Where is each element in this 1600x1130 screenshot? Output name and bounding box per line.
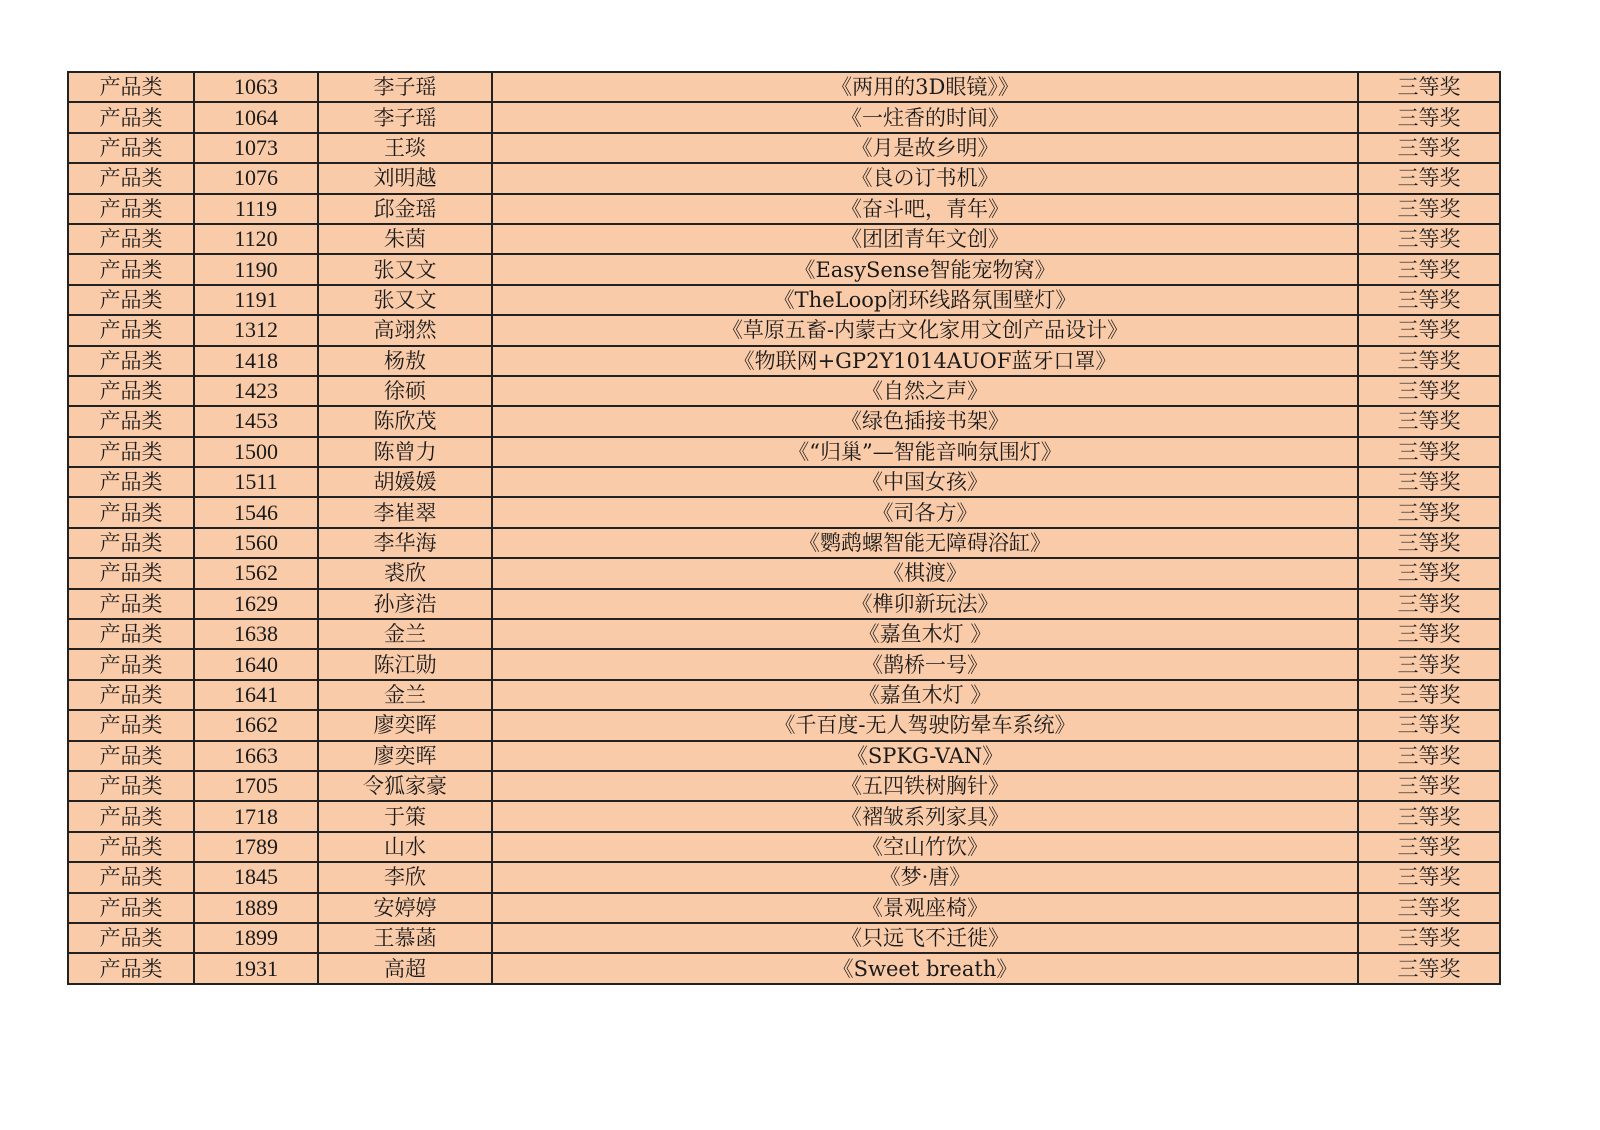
work-title-cell: 《SPKG-VAN》 xyxy=(492,741,1358,771)
author-cell: 王慕菡 xyxy=(318,923,492,953)
work-title-cell: 《TheLoop闭环线路氛围壁灯》 xyxy=(492,285,1358,315)
entry-number-cell: 1073 xyxy=(194,133,318,163)
author-cell: 张又文 xyxy=(318,254,492,284)
table-row xyxy=(68,224,1500,254)
award-cell: 三等奖 xyxy=(1358,619,1500,649)
table-row xyxy=(68,893,1500,923)
award-cell: 三等奖 xyxy=(1358,528,1500,558)
award-cell: 三等奖 xyxy=(1358,467,1500,497)
work-title-cell: 《中国女孩》 xyxy=(492,467,1358,497)
entry-number-cell: 1562 xyxy=(194,558,318,588)
award-cell: 三等奖 xyxy=(1358,437,1500,467)
category-cell: 产品类 xyxy=(68,497,194,527)
award-cell: 三等奖 xyxy=(1358,589,1500,619)
work-title-cell: 《只远飞不迁徙》 xyxy=(492,923,1358,953)
award-cell: 三等奖 xyxy=(1358,285,1500,315)
author-cell: 令狐家豪 xyxy=(318,771,492,801)
category-cell: 产品类 xyxy=(68,224,194,254)
entry-number-cell: 1312 xyxy=(194,315,318,345)
work-title-cell: 《空山竹饮》 xyxy=(492,832,1358,862)
entry-number-cell: 1064 xyxy=(194,102,318,132)
work-title-cell: 《草原五畜-内蒙古文化家用文创产品设计》 xyxy=(492,315,1358,345)
work-title-cell: 《司各方》 xyxy=(492,497,1358,527)
work-title-cell: 《榫卯新玩法》 xyxy=(492,589,1358,619)
author-cell: 孙彦浩 xyxy=(318,589,492,619)
award-cell: 三等奖 xyxy=(1358,710,1500,740)
entry-number-cell: 1662 xyxy=(194,710,318,740)
category-cell: 产品类 xyxy=(68,406,194,436)
table-row xyxy=(68,741,1500,771)
table-row xyxy=(68,680,1500,710)
table-row xyxy=(68,315,1500,345)
table-row xyxy=(68,649,1500,679)
table-row xyxy=(68,497,1500,527)
table-row xyxy=(68,254,1500,284)
award-cell: 三等奖 xyxy=(1358,741,1500,771)
work-title-cell: 《千百度-无人驾驶防晕车系统》 xyxy=(492,710,1358,740)
table-row xyxy=(68,801,1500,831)
award-cell: 三等奖 xyxy=(1358,801,1500,831)
author-cell: 徐硕 xyxy=(318,376,492,406)
work-title-cell: 《奋斗吧，青年》 xyxy=(492,194,1358,224)
entry-number-cell: 1845 xyxy=(194,862,318,892)
table-row xyxy=(68,285,1500,315)
category-cell: 产品类 xyxy=(68,346,194,376)
author-cell: 山水 xyxy=(318,832,492,862)
work-title-cell: 《Sweet breath》 xyxy=(492,953,1358,983)
award-cell: 三等奖 xyxy=(1358,923,1500,953)
work-title-cell: 《嘉鱼木灯 》 xyxy=(492,619,1358,649)
category-cell: 产品类 xyxy=(68,315,194,345)
award-cell: 三等奖 xyxy=(1358,163,1500,193)
table-row xyxy=(68,558,1500,588)
award-cell: 三等奖 xyxy=(1358,254,1500,284)
awards-table xyxy=(67,71,1501,985)
award-cell: 三等奖 xyxy=(1358,771,1500,801)
table-row xyxy=(68,528,1500,558)
author-cell: 于策 xyxy=(318,801,492,831)
table-row xyxy=(68,406,1500,436)
author-cell: 张又文 xyxy=(318,285,492,315)
category-cell: 产品类 xyxy=(68,862,194,892)
author-cell: 李欣 xyxy=(318,862,492,892)
category-cell: 产品类 xyxy=(68,771,194,801)
category-cell: 产品类 xyxy=(68,893,194,923)
author-cell: 朱茵 xyxy=(318,224,492,254)
table-row xyxy=(68,346,1500,376)
table-row xyxy=(68,194,1500,224)
entry-number-cell: 1453 xyxy=(194,406,318,436)
table-row xyxy=(68,163,1500,193)
author-cell: 廖奕晖 xyxy=(318,741,492,771)
entry-number-cell: 1063 xyxy=(194,72,318,102)
category-cell: 产品类 xyxy=(68,467,194,497)
category-cell: 产品类 xyxy=(68,710,194,740)
category-cell: 产品类 xyxy=(68,376,194,406)
work-title-cell: 《五四铁树胸针》 xyxy=(492,771,1358,801)
entry-number-cell: 1629 xyxy=(194,589,318,619)
entry-number-cell: 1076 xyxy=(194,163,318,193)
work-title-cell: 《褶皱系列家具》 xyxy=(492,801,1358,831)
award-cell: 三等奖 xyxy=(1358,680,1500,710)
entry-number-cell: 1560 xyxy=(194,528,318,558)
table-row xyxy=(68,862,1500,892)
award-cell: 三等奖 xyxy=(1358,102,1500,132)
work-title-cell: 《良の订书机》 xyxy=(492,163,1358,193)
category-cell: 产品类 xyxy=(68,133,194,163)
category-cell: 产品类 xyxy=(68,589,194,619)
category-cell: 产品类 xyxy=(68,437,194,467)
award-cell: 三等奖 xyxy=(1358,376,1500,406)
work-title-cell: 《一炷香的时间》 xyxy=(492,102,1358,132)
table-row xyxy=(68,72,1500,102)
work-title-cell: 《鹊桥一号》 xyxy=(492,649,1358,679)
work-title-cell: 《绿色插接书架》 xyxy=(492,406,1358,436)
entry-number-cell: 1191 xyxy=(194,285,318,315)
author-cell: 李子瑶 xyxy=(318,102,492,132)
category-cell: 产品类 xyxy=(68,741,194,771)
author-cell: 李子瑶 xyxy=(318,72,492,102)
award-cell: 三等奖 xyxy=(1358,72,1500,102)
entry-number-cell: 1546 xyxy=(194,497,318,527)
category-cell: 产品类 xyxy=(68,558,194,588)
category-cell: 产品类 xyxy=(68,254,194,284)
work-title-cell: 《EasySense智能宠物窝》 xyxy=(492,254,1358,284)
table-row xyxy=(68,953,1500,983)
work-title-cell: 《月是故乡明》 xyxy=(492,133,1358,163)
work-title-cell: 《梦·唐》 xyxy=(492,862,1358,892)
work-title-cell: 《鹦鹉螺智能无障碍浴缸》 xyxy=(492,528,1358,558)
author-cell: 廖奕晖 xyxy=(318,710,492,740)
entry-number-cell: 1889 xyxy=(194,893,318,923)
author-cell: 金兰 xyxy=(318,619,492,649)
work-title-cell: 《物联网+GP2Y1014AUOF蓝牙口罩》 xyxy=(492,346,1358,376)
category-cell: 产品类 xyxy=(68,102,194,132)
category-cell: 产品类 xyxy=(68,923,194,953)
table-row xyxy=(68,832,1500,862)
table-row xyxy=(68,102,1500,132)
category-cell: 产品类 xyxy=(68,72,194,102)
table-row xyxy=(68,619,1500,649)
award-cell: 三等奖 xyxy=(1358,893,1500,923)
entry-number-cell: 1705 xyxy=(194,771,318,801)
entry-number-cell: 1789 xyxy=(194,832,318,862)
entry-number-cell: 1120 xyxy=(194,224,318,254)
category-cell: 产品类 xyxy=(68,680,194,710)
award-cell: 三等奖 xyxy=(1358,224,1500,254)
award-cell: 三等奖 xyxy=(1358,497,1500,527)
author-cell: 陈欣茂 xyxy=(318,406,492,436)
table-row xyxy=(68,710,1500,740)
author-cell: 高超 xyxy=(318,953,492,983)
entry-number-cell: 1423 xyxy=(194,376,318,406)
table-row xyxy=(68,467,1500,497)
entry-number-cell: 1718 xyxy=(194,801,318,831)
category-cell: 产品类 xyxy=(68,953,194,983)
table-row xyxy=(68,589,1500,619)
award-cell: 三等奖 xyxy=(1358,558,1500,588)
work-title-cell: 《棋渡》 xyxy=(492,558,1358,588)
table-row xyxy=(68,771,1500,801)
author-cell: 金兰 xyxy=(318,680,492,710)
entry-number-cell: 1641 xyxy=(194,680,318,710)
table-row xyxy=(68,923,1500,953)
category-cell: 产品类 xyxy=(68,194,194,224)
author-cell: 安婷婷 xyxy=(318,893,492,923)
award-cell: 三等奖 xyxy=(1358,406,1500,436)
category-cell: 产品类 xyxy=(68,528,194,558)
category-cell: 产品类 xyxy=(68,801,194,831)
award-cell: 三等奖 xyxy=(1358,346,1500,376)
award-cell: 三等奖 xyxy=(1358,953,1500,983)
award-cell: 三等奖 xyxy=(1358,194,1500,224)
table-row xyxy=(68,437,1500,467)
author-cell: 王琰 xyxy=(318,133,492,163)
author-cell: 邱金瑶 xyxy=(318,194,492,224)
author-cell: 陈江勋 xyxy=(318,649,492,679)
author-cell: 李华海 xyxy=(318,528,492,558)
work-title-cell: 《团团青年文创》 xyxy=(492,224,1358,254)
work-title-cell: 《“归巢”—智能音响氛围灯》 xyxy=(492,437,1358,467)
entry-number-cell: 1418 xyxy=(194,346,318,376)
entry-number-cell: 1640 xyxy=(194,649,318,679)
author-cell: 杨敖 xyxy=(318,346,492,376)
work-title-cell: 《景观座椅》 xyxy=(492,893,1358,923)
category-cell: 产品类 xyxy=(68,649,194,679)
awards-table-body xyxy=(68,72,1500,984)
author-cell: 高翊然 xyxy=(318,315,492,345)
category-cell: 产品类 xyxy=(68,163,194,193)
author-cell: 胡媛媛 xyxy=(318,467,492,497)
award-cell: 三等奖 xyxy=(1358,649,1500,679)
entry-number-cell: 1511 xyxy=(194,467,318,497)
author-cell: 刘明越 xyxy=(318,163,492,193)
entry-number-cell: 1190 xyxy=(194,254,318,284)
category-cell: 产品类 xyxy=(68,285,194,315)
award-cell: 三等奖 xyxy=(1358,832,1500,862)
entry-number-cell: 1638 xyxy=(194,619,318,649)
table-row xyxy=(68,133,1500,163)
table-row xyxy=(68,376,1500,406)
award-cell: 三等奖 xyxy=(1358,862,1500,892)
author-cell: 李崔翠 xyxy=(318,497,492,527)
work-title-cell: 《自然之声》 xyxy=(492,376,1358,406)
entry-number-cell: 1899 xyxy=(194,923,318,953)
award-cell: 三等奖 xyxy=(1358,133,1500,163)
work-title-cell: 《两用的3D眼镜》》 xyxy=(492,72,1358,102)
category-cell: 产品类 xyxy=(68,832,194,862)
category-cell: 产品类 xyxy=(68,619,194,649)
entry-number-cell: 1119 xyxy=(194,194,318,224)
author-cell: 陈曾力 xyxy=(318,437,492,467)
entry-number-cell: 1500 xyxy=(194,437,318,467)
author-cell: 裘欣 xyxy=(318,558,492,588)
entry-number-cell: 1931 xyxy=(194,953,318,983)
award-cell: 三等奖 xyxy=(1358,315,1500,345)
work-title-cell: 《嘉鱼木灯 》 xyxy=(492,680,1358,710)
entry-number-cell: 1663 xyxy=(194,741,318,771)
